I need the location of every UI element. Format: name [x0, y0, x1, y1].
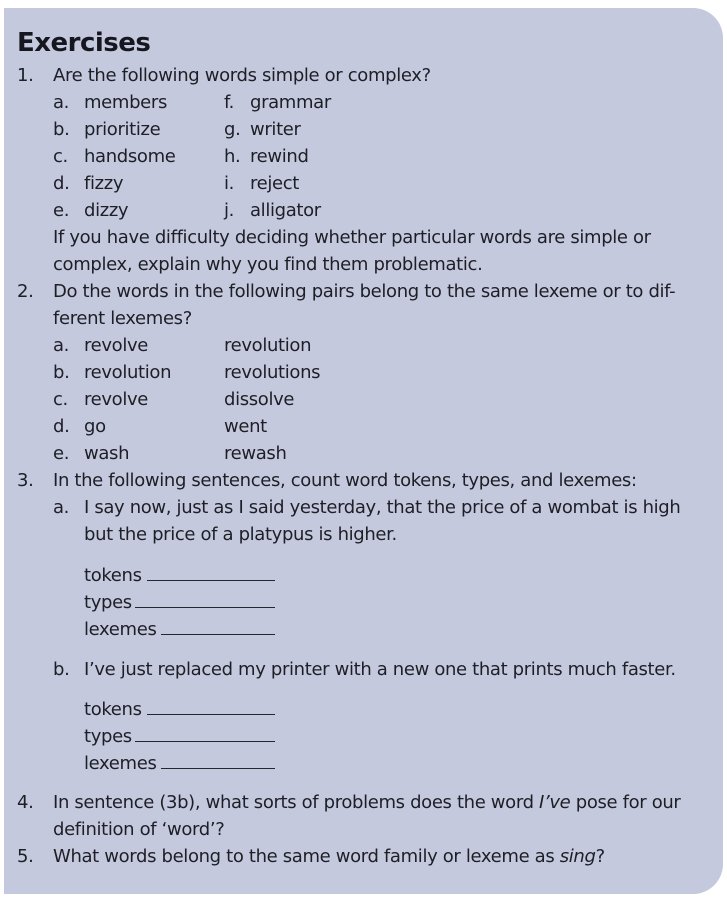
q3b-lexemes-blank[interactable]	[161, 768, 275, 769]
q1-item-word: fizzy	[84, 173, 124, 194]
q3b-types-label: types	[84, 726, 132, 747]
q1-item-word: alligator	[250, 200, 321, 221]
q4-text-line: definition of ‘word’?	[53, 819, 225, 840]
q1-item-word: grammar	[250, 92, 331, 113]
q1-item-word: reject	[250, 173, 300, 194]
q3a-sentence-line: but the price of a platypus is higher.	[84, 524, 397, 545]
q4-text-line	[53, 793, 680, 813]
q3a-types-label: types	[84, 592, 132, 613]
q1-item-word: handsome	[84, 146, 176, 167]
q1-item-letter: j.	[224, 200, 235, 221]
q1-item-word: dizzy	[84, 200, 129, 221]
q1-text: Are the following words simple or complex?	[53, 65, 431, 86]
q3b-tokens-blank[interactable]	[147, 714, 275, 715]
q3-text: In the following sentences, count word tokens, types, and lexemes:	[53, 470, 637, 491]
q4-number: 4.	[17, 792, 34, 813]
q4-text-post: pose for our	[570, 792, 681, 813]
q2-number: 2.	[17, 281, 34, 302]
q2-pair-letter: c.	[53, 389, 68, 410]
q1-item-letter: f.	[224, 92, 235, 113]
q2-pair-first: go	[84, 416, 106, 437]
q3b-tokens-label: tokens	[84, 699, 142, 720]
q2-text-line: ferent lexemes?	[53, 308, 192, 329]
q3b-types-blank[interactable]	[135, 741, 275, 742]
q1-item-letter: g.	[224, 119, 241, 140]
q3a-tokens-label: tokens	[84, 565, 142, 586]
q3b-letter: b.	[53, 659, 70, 680]
q2-pair-second: dissolve	[224, 389, 295, 410]
exercises-heading: Exercises	[17, 28, 151, 58]
q2-pair-letter: d.	[53, 416, 70, 437]
q1-followup-line: If you have difficulty deciding whether particular words are simple or	[53, 227, 651, 248]
q1-item-word: members	[84, 92, 167, 113]
q5-text-emphasis: sing	[559, 846, 596, 867]
q1-item-letter: e.	[53, 200, 70, 221]
q2-pair-first: revolution	[84, 362, 172, 383]
q4-text-pre: In sentence (3b), what sorts of problems does the word	[53, 792, 540, 813]
q1-item-letter: d.	[53, 173, 70, 194]
q2-pair-first: revolve	[84, 389, 149, 410]
q2-pair-second: revolution	[224, 335, 312, 356]
q3a-lexemes-label: lexemes	[84, 619, 157, 640]
q1-item-letter: c.	[53, 146, 68, 167]
q1-followup-line: complex, explain why you find them problematic.	[53, 254, 483, 275]
q3a-lexemes-blank[interactable]	[161, 634, 275, 635]
q1-item-letter: b.	[53, 119, 70, 140]
q2-pair-letter: e.	[53, 443, 70, 464]
q5-text-post: ?	[595, 846, 605, 867]
q4-text-emphasis: I’ve	[539, 792, 571, 813]
q5-text-line	[53, 847, 605, 867]
q3-number: 3.	[17, 470, 34, 491]
q2-pair-second: went	[224, 416, 267, 437]
q3b-sentence-line: I’ve just replaced my printer with a new one that prints much faster.	[84, 659, 676, 680]
q1-item-letter: i.	[224, 173, 235, 194]
q2-pair-letter: b.	[53, 362, 70, 383]
q3a-sentence-line: I say now, just as I said yesterday, that the price of a wombat is high	[84, 497, 681, 518]
q1-item-letter: a.	[53, 92, 70, 113]
q3b-lexemes-label: lexemes	[84, 753, 157, 774]
q1-item-word: rewind	[250, 146, 309, 167]
q2-pair-letter: a.	[53, 335, 70, 356]
q2-pair-first: wash	[84, 443, 130, 464]
q1-item-word: prioritize	[84, 119, 161, 140]
q2-pair-second: revolutions	[224, 362, 321, 383]
q2-text-line: Do the words in the following pairs belong to the same lexeme or to dif-	[53, 281, 676, 302]
q1-item-word: writer	[250, 119, 301, 140]
q2-pair-second: rewash	[224, 443, 287, 464]
q3a-tokens-blank[interactable]	[147, 580, 275, 581]
q2-pair-first: revolve	[84, 335, 149, 356]
q5-text-pre: What words belong to the same word family or lexeme as	[53, 846, 560, 867]
q3a-letter: a.	[53, 497, 70, 518]
q1-item-letter: h.	[224, 146, 241, 167]
q3a-types-blank[interactable]	[135, 607, 275, 608]
q1-number: 1.	[17, 65, 34, 86]
q5-number: 5.	[17, 846, 34, 867]
